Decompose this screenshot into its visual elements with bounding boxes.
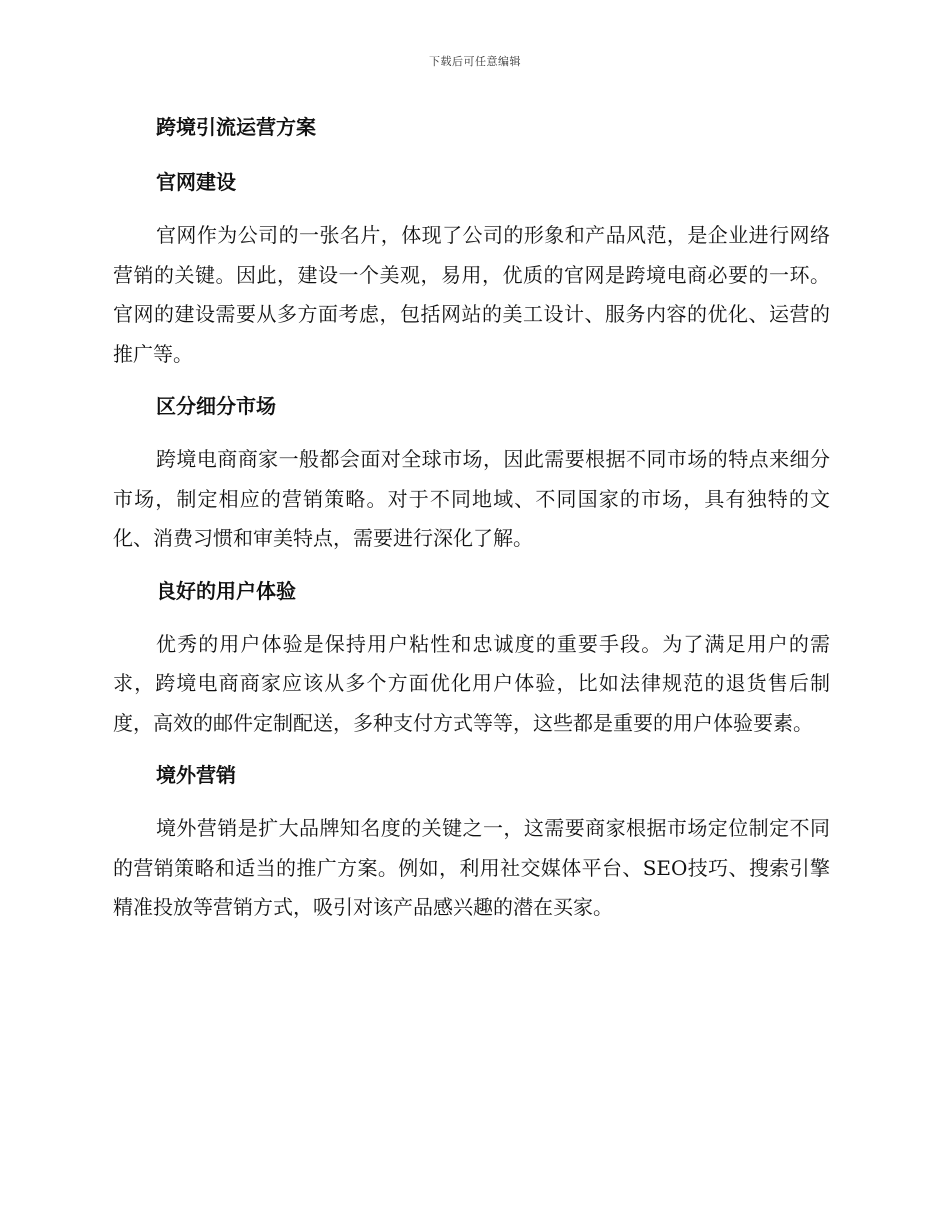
section-heading-market-segmentation: 区分细分市场 [156, 394, 276, 418]
section-paragraph-market-segmentation: 跨境电商商家一般都会面对全球市场，因此需要根据不同市场的特点来细分市场，制定相应的营销策略。对于不同地域、不同国家的市场，具有独特的文化、消费习惯和审美特点，需要进行深化了解。 [113, 447, 830, 550]
section-paragraph-website: 官网作为公司的一张名片，体现了公司的形象和产品风范，是企业进行网络营销的关键。因此，建设一个美观，易用，优质的官网是跨境电商必要的一环。官网的建设需要从多方面考虑，包括网站的美工设计、服务内容的优化、运营的推广等。 [113, 223, 830, 366]
header-note: 下载后可任意编辑 [429, 55, 521, 68]
section-heading-user-experience: 良好的用户体验 [156, 578, 296, 603]
document-title: 跨境引流运营方案 [156, 115, 316, 139]
section-heading-website: 官网建设 [156, 170, 236, 194]
section-paragraph-user-experience: 优秀的用户体验是保持用户粘性和忠诚度的重要手段。为了满足用户的需求，跨境电商商家应该从多个方面优化用户体验，比如法律规范的退货售后制度，高效的邮件定制配送，多种支付方式等等，这些都是重要的用户体验要素。 [113, 631, 830, 735]
section-paragraph-overseas-marketing: 境外营销是扩大品牌知名度的关键之一，这需要商家根据市场定位制定不同的营销策略和适当的推广方案。例如，利用社交媒体平台、SEO技巧、搜索引擎精准投放等营销方式，吸引对该产品感兴趣的潜在买家。 [113, 816, 830, 919]
document-content [113, 108, 830, 941]
section-heading-overseas-marketing: 境外营销 [156, 763, 236, 787]
